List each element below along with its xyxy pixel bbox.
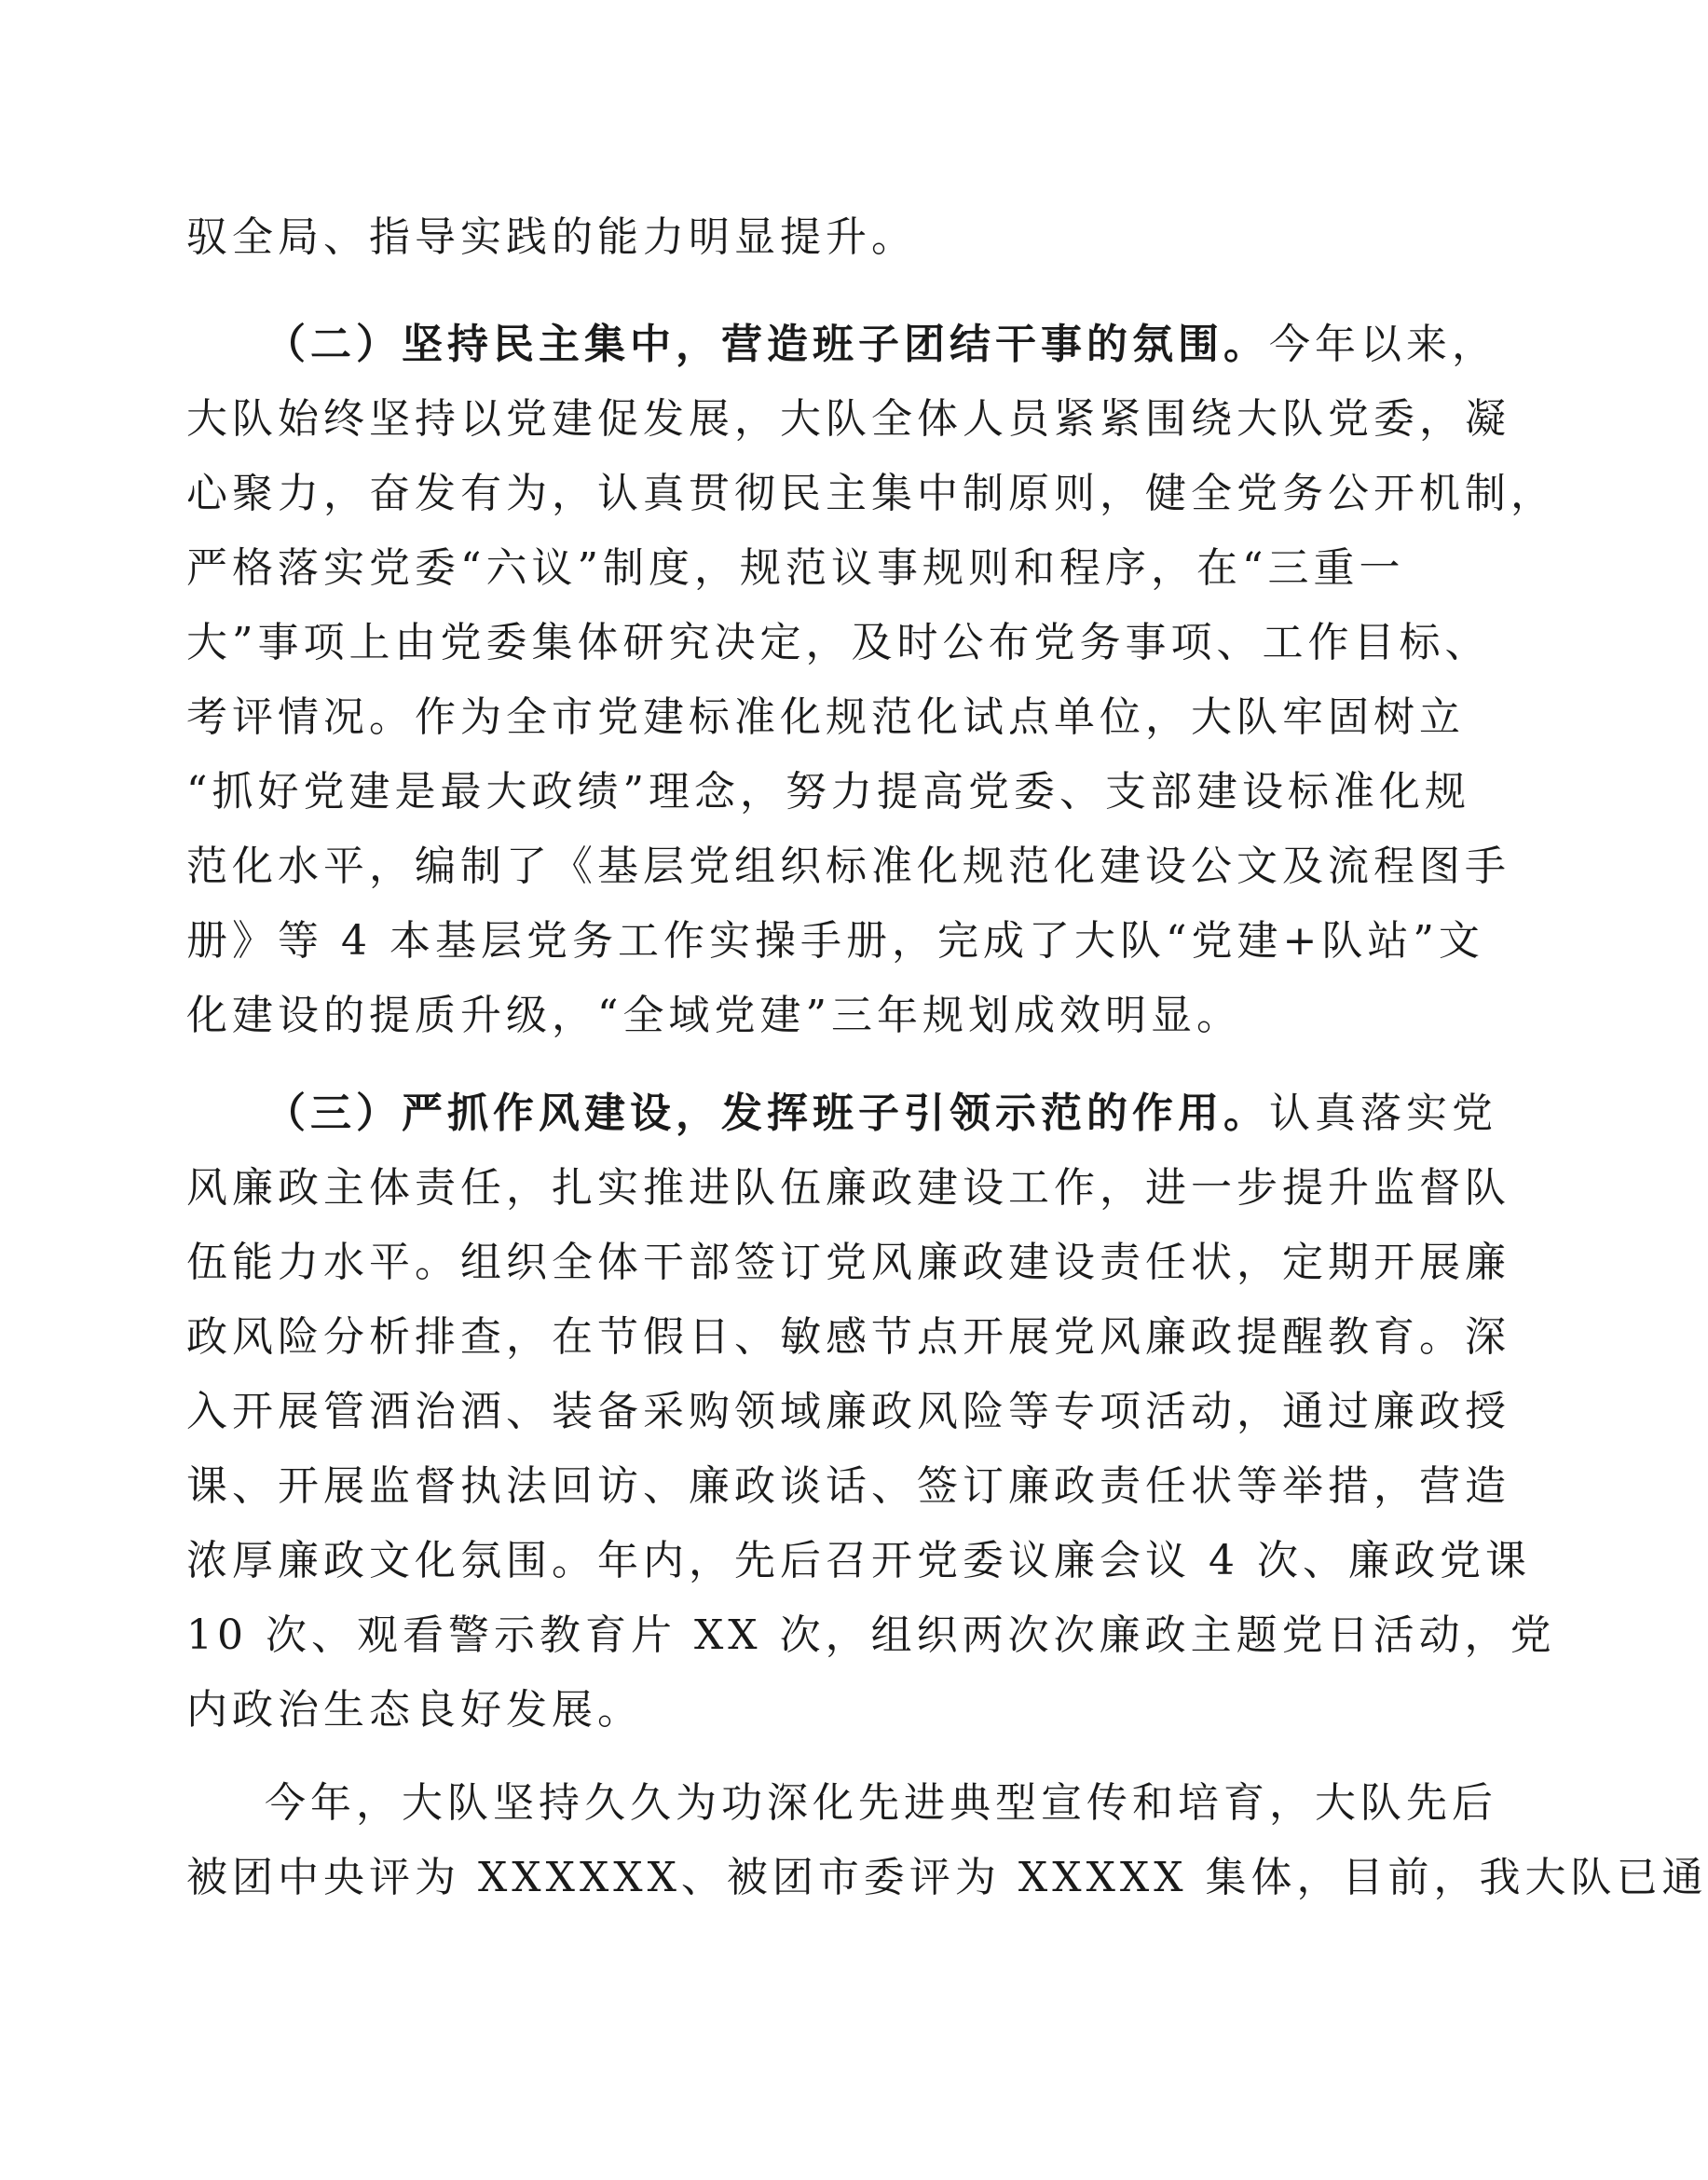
paragraph-line: 考评情况。作为全市党建标准化规范化试点单位，大队牢固树立	[186, 693, 1465, 741]
paragraph-line: 入开展管酒治酒、装备采购领域廉政风险等专项活动，通过廉政授	[186, 1388, 1510, 1435]
paragraph-line: 驭全局、指导实践的能力明显提升。	[186, 213, 917, 261]
paragraph-line: 范化水平，编制了《基层党组织标准化规范化建设公文及流程图手	[186, 843, 1510, 890]
paragraph-line: 被团中央评为 XXXXXX、被团市委评为 XXXXX 集体，目前，我大队已通	[186, 1854, 1708, 1901]
paragraph-line: 浓厚廉政文化氛围。年内，先后召开党委议廉会议 4 次、廉政党课	[186, 1537, 1531, 1584]
paragraph-line: 伍能力水平。组织全体干部签订党风廉政建设责任状，定期开展廉	[186, 1239, 1510, 1286]
paragraph-text: 今年以来，	[1269, 321, 1497, 368]
paragraph-line: 风廉政主体责任，扎实推进队伍廉政建设工作，进一步提升监督队	[186, 1164, 1510, 1212]
paragraph-line: 册》等 4 本基层党务工作实操手册，完成了大队“党建+队站”文	[186, 917, 1484, 965]
paragraph-line: 心聚力，奋发有为，认真贯彻民主集中制原则，健全党务公开机制，	[186, 470, 1556, 517]
paragraph-line: 大队始终坚持以党建促发展，大队全体人员紧紧围绕大队党委，凝	[186, 395, 1510, 443]
paragraph-line: 严格落实党委“六议”制度，规范议事规则和程序，在“三重一	[186, 544, 1405, 592]
paragraph-line: 10 次、观看警示教育片 XX 次，组织两次次廉政主题党日活动，党	[186, 1611, 1556, 1659]
section-heading-3: （三）严抓作风建设，发挥班子引领示范的作用。	[265, 1090, 1269, 1137]
paragraph-line: 政风险分析排查，在节假日、敏感节点开展党风廉政提醒教育。深	[186, 1313, 1510, 1361]
paragraph-line: 化建设的提质升级，“全域党建”三年规划成效明显。	[186, 992, 1242, 1039]
section-heading-line	[265, 317, 1497, 373]
paragraph-text: 认真落实党	[1269, 1090, 1497, 1137]
paragraph-line: 内政治生态良好发展。	[186, 1686, 643, 1734]
paragraph-line: “抓好党建是最大政绩”理念，努力提高党委、支部建设标准化规	[186, 768, 1470, 816]
paragraph-line: 大”事项上由党委集体研究决定，及时公布党务事项、工作目标、	[186, 619, 1491, 666]
section-heading-2: （二）坚持民主集中，营造班子团结干事的氛围。	[265, 321, 1269, 368]
section-heading-line	[265, 1086, 1497, 1142]
paragraph-line: 课、开展监督执法回访、廉政谈话、签订廉政责任状等举措，营造	[186, 1462, 1510, 1510]
paragraph-line: 今年，大队坚持久久为功深化先进典型宣传和培育，大队先后	[265, 1779, 1497, 1827]
